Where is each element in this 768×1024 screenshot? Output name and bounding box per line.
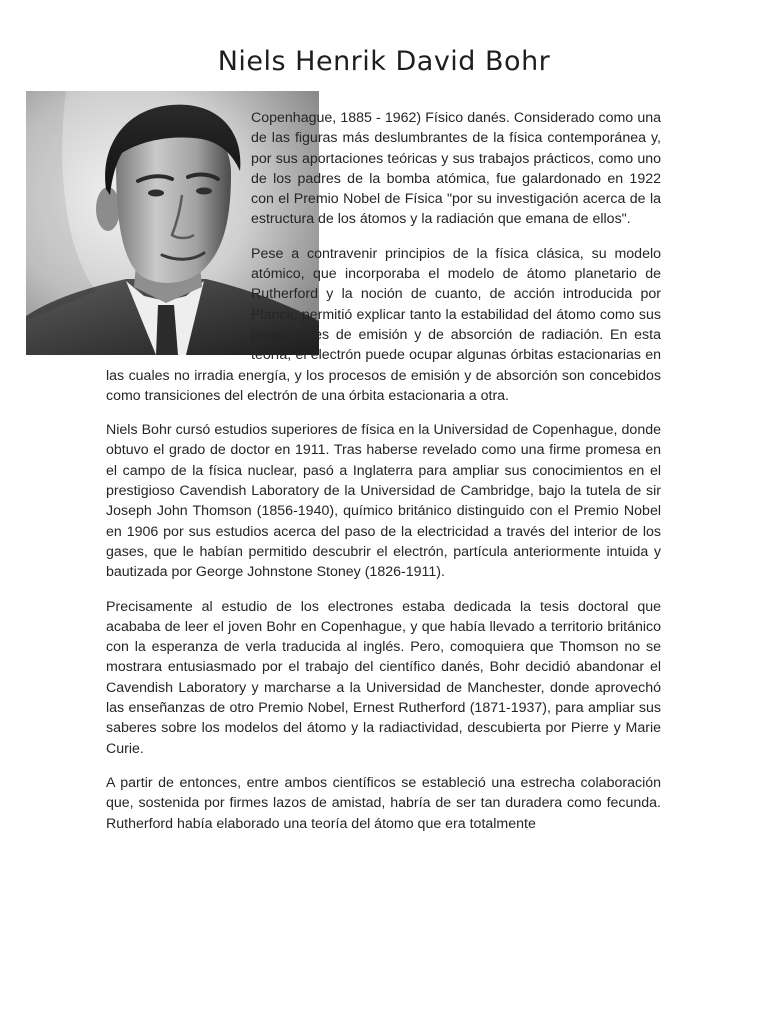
page-title: Niels Henrik David Bohr	[217, 46, 551, 77]
paragraph-5: A partir de entonces, entre ambos científicos se estableció una estrecha colaboración que, sostenida por firmes lazos de amistad, habría de ser tan duradera como fecunda. Rutherford había elaborado una teoría del átomo que era totalmente	[106, 774, 661, 832]
paragraph-3: Niels Bohr cursó estudios superiores de física en la Universidad de Copenhague, donde obtuvo el grado de doctor en 1911. Tras haberse revelado como una firme promesa en el campo de la física nuclear, pasó a Inglaterra para ampliar sus conocimientos en el prestigioso Cavendish Laboratory de la Universidad de Cambridge, bajo la tutela de sir Joseph John Thomson (1856-1940), químico británico distinguido con el Premio Nobel en 1906 por sus estudios acerca del paso de la electricidad a través del interior de los gases, que le habían permitido descubrir el electrón, partícula anteriormente intuida y bautizada por George Johnstone Stoney (1826-1911).	[106, 422, 661, 581]
portrait-text-wrap	[26, 108, 251, 356]
article-body	[106, 108, 661, 848]
paragraph-1: Copenhague, 1885 - 1962) Físico danés. Considerado como una de las figuras más deslumbrantes de la física contemporánea y, por sus aportaciones teóricas y sus trabajos prácticos, como uno de los padres de la bomba atómica, fue galardonado en 1922 con el Premio Nobel de Física "por su investigación acerca de la estructura de los átomos y la radiación que emana de ellos".	[251, 110, 661, 228]
paragraph-4: Precisamente al estudio de los electrones estaba dedicada la tesis doctoral que acababa de leer el joven Bohr en Copenhague, y que había llevado a territorio británico con la esperanza de verla traducida al inglés. Pero, comoquiera que Thomson no se mostrara entusiasmado por el trabajo del científico danés, Bohr decidió abandonar el Cavendish Laboratory y marcharse a la Universidad de Manchester, donde aprovechó las enseñanzas de otro Premio Nobel, Ernest Rutherford (1871-1937), para ampliar sus saberes sobre los modelos del átomo y la radiactividad, descubierta por Pierre y Marie Curie.	[106, 598, 661, 757]
paragraph-2: Pese a contravenir principios de la física clásica, su modelo atómico, que incorporaba el modelo de átomo planetario de Rutherford y la noción de cuanto, de acción introducida por Planck, permitió explicar tanto la estabilidad del átomo como sus propiedades de emisión y de absorción de radiación. En esta teoría, el electrón puede ocupar algunas órbitas estacionarias en las cuales no irradia energía, y los procesos de emisión y de absorción son concebidos como transiciones del electrón de una órbita estacionaria a otra.	[106, 245, 661, 404]
